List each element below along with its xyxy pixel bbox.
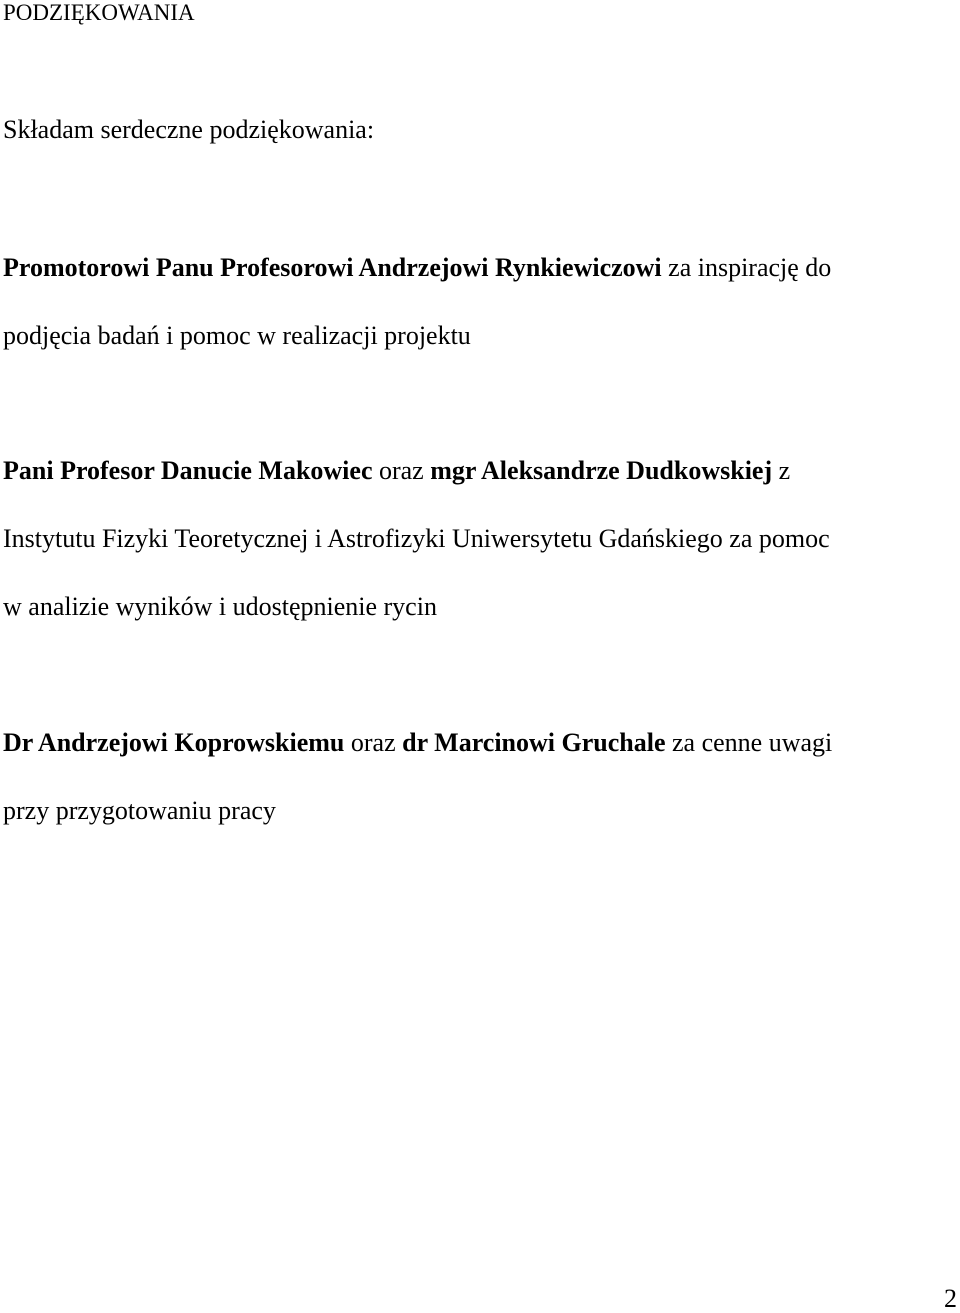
bold-name: mgr Aleksandrze Dudkowskiej	[430, 456, 773, 485]
acknowledgement-institute	[3, 437, 958, 641]
bold-name: Pani Profesor Danucie Makowiec	[3, 456, 373, 485]
paragraph-line: w analizie wyników i udostępnienie rycin	[3, 592, 437, 621]
paragraph-line: przy przygotowaniu pracy	[3, 796, 276, 825]
intro-text: Składam serdeczne podziękowania:	[3, 115, 375, 144]
page-number: 2	[944, 1284, 957, 1313]
bold-name: Promotorowi Panu Profesorowi Andrzejowi Rynkiewiczowi	[3, 253, 662, 282]
plain-text: z	[772, 456, 791, 485]
bold-name: dr Marcinowi Gruchale	[402, 728, 666, 757]
paragraph-line: podjęcia badań i pomoc w realizacji projektu	[3, 321, 471, 350]
bold-name: Dr Andrzejowi Koprowskiemu	[3, 728, 345, 757]
plain-text: oraz	[344, 728, 403, 757]
plain-text: oraz	[372, 456, 431, 485]
acknowledgement-reviewers	[3, 709, 958, 845]
plain-text: za inspirację do	[661, 253, 832, 282]
acknowledgement-promotor	[3, 234, 958, 370]
plain-text: za cenne uwagi	[665, 728, 833, 757]
page-heading: PODZIĘKOWANIA	[3, 0, 195, 25]
paragraph-line	[3, 709, 958, 777]
paragraph-line	[3, 437, 958, 505]
paragraph-line: Instytutu Fizyki Teoretycznej i Astrofizyki Uniwersytetu Gdańskiego za pomoc	[3, 524, 830, 553]
paragraph-line	[3, 234, 958, 302]
